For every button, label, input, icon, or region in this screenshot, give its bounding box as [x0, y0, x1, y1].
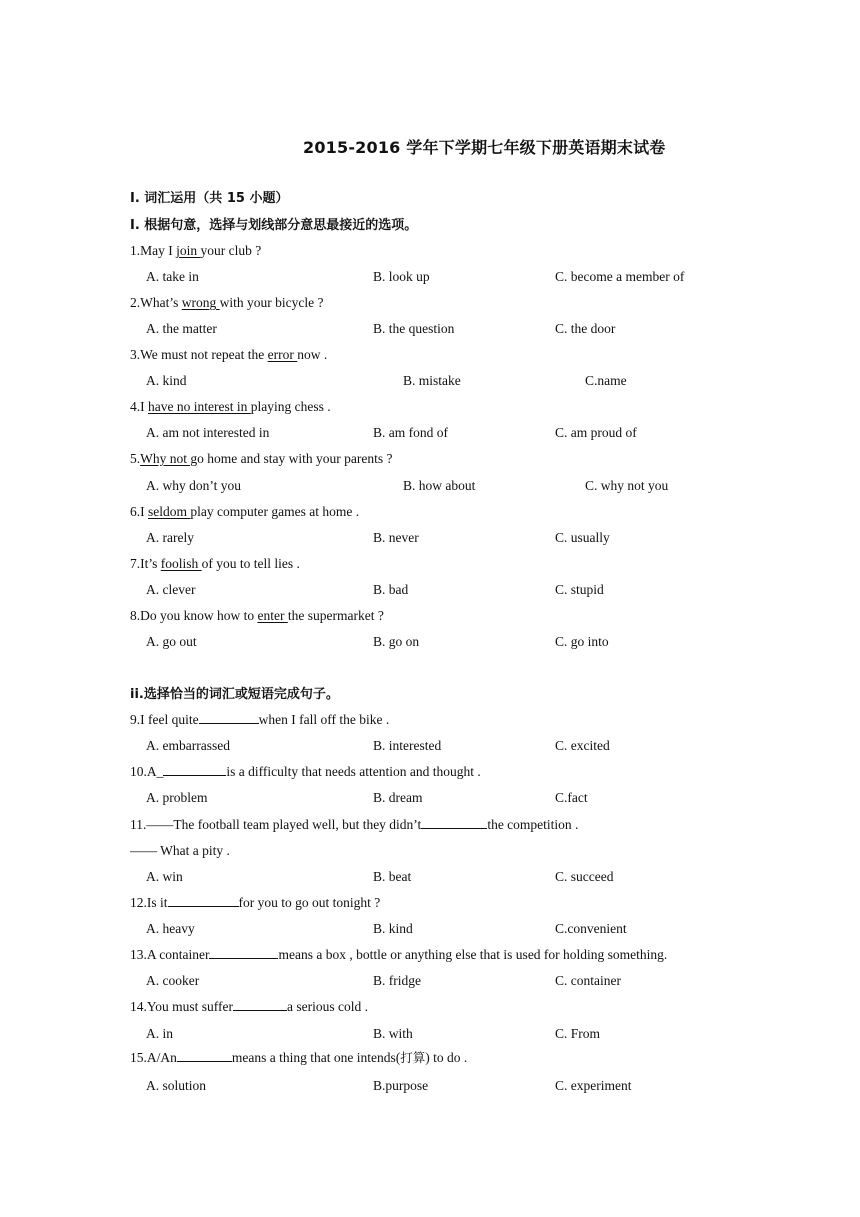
q8-option-c: C. go into — [555, 634, 609, 649]
q13-option-c: C. container — [555, 973, 621, 988]
q5-option-c: C. why not you — [585, 478, 669, 493]
q14-option-a: A. in — [146, 1026, 173, 1041]
question-5: 5.Why not go home and stay with your parents ? — [130, 451, 393, 466]
question-15: 15.A/An means a thing that one intends(打算) to do . — [130, 1050, 468, 1065]
q6-option-b: B. never — [373, 530, 419, 545]
q2-option-b: B. the question — [373, 321, 455, 336]
q6-option-c: C. usually — [555, 530, 610, 545]
q10-option-b: B. dream — [373, 790, 423, 805]
question-1: 1.May I join your club ? — [130, 243, 262, 258]
question-2: 2.What’s wrong with your bicycle ? — [130, 295, 324, 310]
q13-option-b: B. fridge — [373, 973, 421, 988]
q12-option-b: B. kind — [373, 921, 413, 936]
question-14: 14.You must suffer a serious cold . — [130, 999, 369, 1014]
question-6: 6.I seldom play computer games at home . — [130, 504, 360, 519]
q13-option-a: A. cooker — [146, 973, 200, 988]
question-8: 8.Do you know how to enter the supermarket ? — [130, 608, 384, 623]
answer-blank — [209, 947, 278, 959]
q2-option-a: A. the matter — [146, 321, 217, 336]
answer-blank — [199, 712, 259, 724]
q5-option-b: B. how about — [403, 478, 476, 493]
question-11-response: —— What a pity . — [130, 843, 230, 858]
q4-option-b: B. am fond of — [373, 425, 448, 440]
page-title: 2015-2016 学年下学期七年级下册英语期末试卷 — [303, 138, 666, 157]
question-12: 12.Is it for you to go out tonight ? — [130, 895, 381, 910]
q3-option-c: C.name — [585, 373, 627, 388]
q11-option-b: B. beat — [373, 869, 412, 884]
question-11: 11.——The football team played well, but they didn’t the competition . — [130, 817, 579, 832]
q8-option-a: A. go out — [146, 634, 197, 649]
question-3: 3.We must not repeat the error now . — [130, 347, 328, 362]
answer-blank — [168, 895, 239, 907]
question-7: 7.It’s foolish of you to tell lies . — [130, 556, 300, 571]
question-4: 4.I have no interest in playing chess . — [130, 399, 331, 414]
question-9: 9.I feel quite when I fall off the bike . — [130, 712, 390, 727]
q15-option-c: C. experiment — [555, 1078, 632, 1093]
q11-option-a: A. win — [146, 869, 183, 884]
q1-option-b: B. look up — [373, 269, 430, 284]
q9-option-a: A. embarrassed — [146, 738, 230, 753]
part2-instruction: ii.选择恰当的词汇或短语完成句子。 — [130, 687, 339, 702]
q12-option-a: A. heavy — [146, 921, 195, 936]
q6-option-a: A. rarely — [146, 530, 194, 545]
q11-option-c: C. succeed — [555, 869, 614, 884]
answer-blank — [233, 999, 287, 1011]
q15-option-b: B.purpose — [373, 1078, 429, 1093]
q9-option-c: C. excited — [555, 738, 610, 753]
q14-option-c: C. From — [555, 1026, 601, 1041]
q4-option-c: C. am proud of — [555, 425, 637, 440]
answer-blank — [163, 764, 226, 776]
answer-blank — [177, 1050, 232, 1062]
q3-option-a: A. kind — [146, 373, 187, 388]
question-10: 10.A_ is a difficulty that needs attention and thought . — [130, 764, 481, 779]
q2-option-c: C. the door — [555, 321, 616, 336]
q5-option-a: A. why don’t you — [146, 478, 242, 493]
q10-option-a: A. problem — [146, 790, 208, 805]
q1-option-a: A. take in — [146, 269, 199, 284]
q8-option-b: B. go on — [373, 634, 420, 649]
q1-option-c: C. become a member of — [555, 269, 685, 284]
q3-option-b: B. mistake — [403, 373, 461, 388]
q12-option-c: C.convenient — [555, 921, 627, 936]
q4-option-a: A. am not interested in — [146, 425, 270, 440]
q9-option-b: B. interested — [373, 738, 442, 753]
part1-instruction: I. 根据句意，选择与划线部分意思最接近的选项。 — [130, 218, 418, 233]
q7-option-b: B. bad — [373, 582, 409, 597]
q10-option-c: C.fact — [555, 790, 588, 805]
answer-blank — [421, 817, 487, 829]
section-heading: I. 词汇运用（共 15 小题） — [130, 191, 289, 206]
question-13: 13.A container means a box , bottle or anything else that is used for holding something. — [130, 947, 668, 962]
q7-option-a: A. clever — [146, 582, 196, 597]
q15-option-a: A. solution — [146, 1078, 207, 1093]
q14-option-b: B. with — [373, 1026, 413, 1041]
q7-option-c: C. stupid — [555, 582, 604, 597]
